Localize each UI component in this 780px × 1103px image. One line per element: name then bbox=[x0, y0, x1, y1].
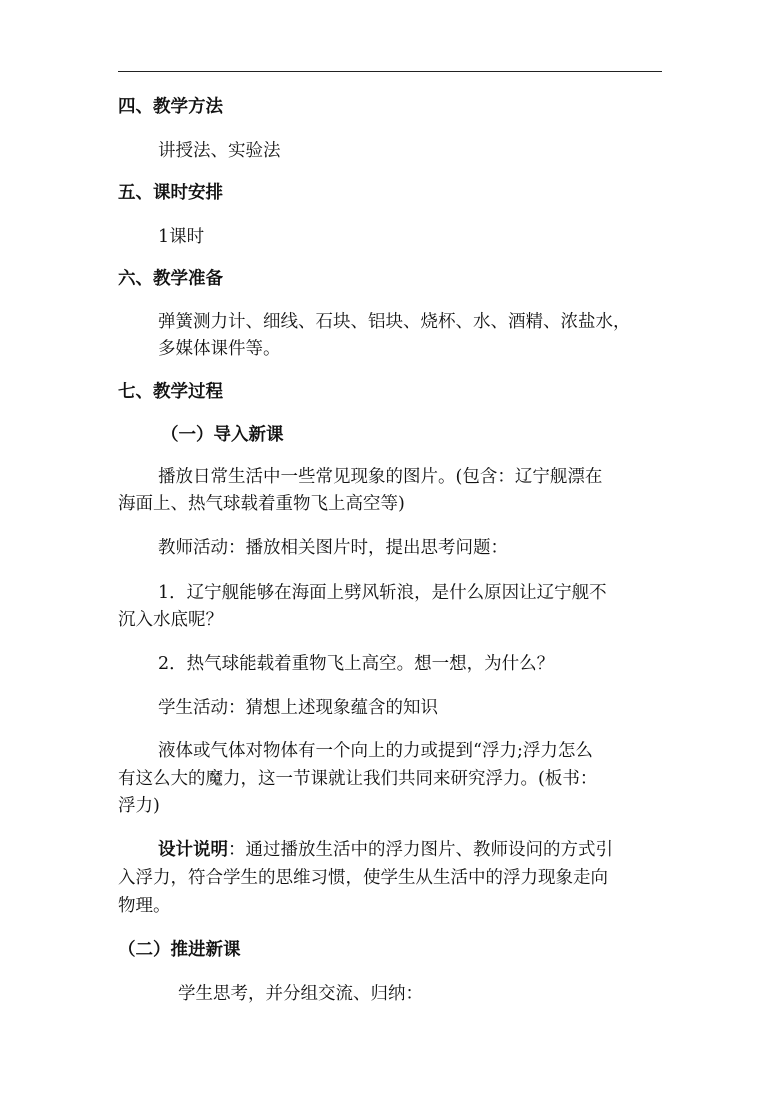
intro-paragraph4-line2: 有这么大的魔力，这一节课就让我们共同来研究浮力。(板书： bbox=[118, 769, 598, 789]
intro-paragraph1-line1: 播放日常生活中一些常见现象的图片。(包含：辽宁舰漂在 bbox=[158, 467, 603, 487]
subsection-heading-advance: （二）推进新课 bbox=[118, 940, 241, 960]
student-activity: 学生活动：猜想上述现象蕴含的知识 bbox=[158, 698, 438, 718]
header-rule bbox=[118, 71, 662, 72]
design-note-line1 bbox=[158, 837, 702, 863]
section-heading-process: 七、教学过程 bbox=[118, 382, 223, 402]
methods-content: 讲授法、实验法 bbox=[158, 141, 281, 161]
question2: 2．热气球能载着重物飞上高空。想一想，为什么？ bbox=[158, 654, 555, 674]
section-heading-preparation: 六、教学准备 bbox=[118, 269, 223, 289]
design-note-line2: 入浮力，符合学生的思维习惯，使学生从生活中的浮力现象走向 bbox=[118, 868, 608, 888]
advance-paragraph1: 学生思考，并分组交流、归纳： bbox=[178, 984, 423, 1004]
section-heading-schedule: 五、课时安排 bbox=[118, 183, 223, 203]
question1-line1: 1．辽宁舰能够在海面上劈风斩浪，是什么原因让辽宁舰不 bbox=[158, 583, 607, 603]
preparation-content-line2: 多媒体课件等。 bbox=[158, 339, 281, 359]
design-note-line1-text: ：通过播放生活中的浮力图片、教师设问的方式引 bbox=[228, 840, 613, 860]
intro-paragraph4-line3: 浮力) bbox=[118, 796, 160, 816]
intro-paragraph1-line2: 海面上、热气球载着重物飞上高空等) bbox=[118, 494, 405, 514]
section-heading-methods: 四、教学方法 bbox=[118, 97, 223, 117]
design-note-line3: 物理。 bbox=[118, 896, 171, 916]
schedule-content: 1课时 bbox=[158, 227, 205, 247]
preparation-content-line1: 弹簧测力计、细线、石块、铝块、烧杯、水、酒精、浓盐水， bbox=[158, 312, 631, 332]
question1-line2: 沉入水底呢？ bbox=[118, 610, 223, 630]
subsection-heading-intro: （一）导入新课 bbox=[161, 425, 284, 445]
teacher-activity: 教师活动：播放相关图片时，提出思考问题： bbox=[158, 538, 508, 558]
design-note-label: 设计说明 bbox=[158, 840, 228, 860]
intro-paragraph4-line1: 液体或气体对物体有一个向上的力或提到“浮力;浮力怎么 bbox=[158, 741, 593, 761]
